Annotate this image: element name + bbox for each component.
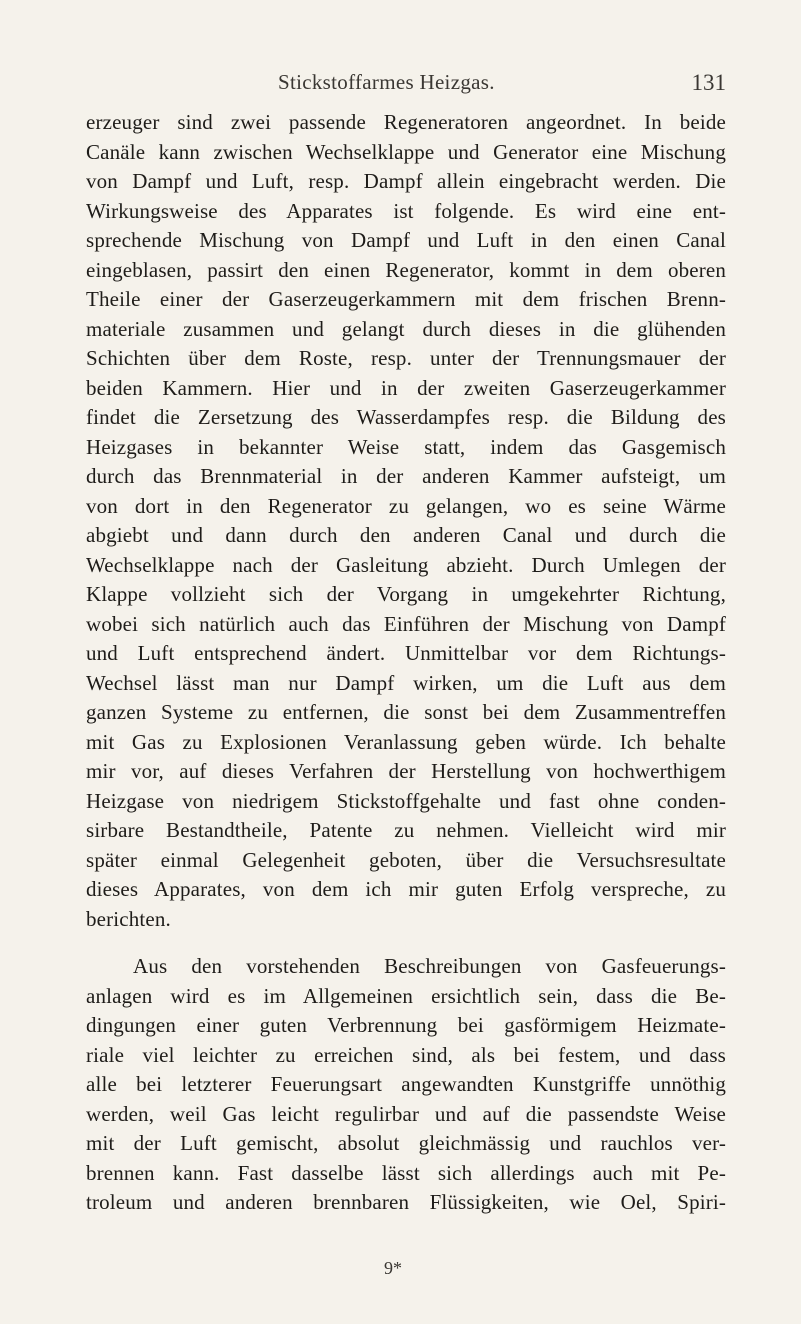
text-line: beiden Kammern. Hier und in der zweiten Gaserzeugerkammer <box>86 375 726 400</box>
text-line: später einmal Gelegenheit geboten, über die Versuchsresultate <box>86 847 726 872</box>
text-line: sprechende Mischung von Dampf und Luft in den einen Canal <box>86 228 726 252</box>
text-line: von Dampf und Luft, resp. Dampf allein eingebracht werden. Die <box>86 169 726 193</box>
text-line: materiale zusammen und gelangt durch dieses in die glühenden <box>86 316 726 341</box>
text-line: Heizgase von niedrigem Stickstoffgehalte und fast ohne conden- <box>86 788 726 813</box>
running-title: Stickstoffarmes Heizgas. <box>278 70 495 94</box>
text-line: von dort in den Regenerator zu gelangen, wo es seine Wärme <box>86 493 726 518</box>
page-number: 131 <box>691 70 726 95</box>
text-line: Klappe vollzieht sich der Vorgang in umgekehrter Richtung, <box>86 582 726 606</box>
paragraph-2 <box>86 952 726 1218</box>
text-line: wobei sich natürlich auch das Einführen der Mischung von Dampf <box>86 611 726 636</box>
paragraph-1 <box>86 108 726 934</box>
text-line: Wirkungsweise des Apparates ist folgende. Es wird eine ent- <box>86 198 726 223</box>
text-line: und Luft entsprechend ändert. Unmittelbar vor dem Richtungs- <box>86 641 726 665</box>
text-line: mit der Luft gemischt, absolut gleichmässig und rauchlos ver- <box>86 1131 726 1155</box>
text-line: mir vor, auf dieses Verfahren der Herstellung von hochwerthigem <box>86 759 726 783</box>
text-line: sirbare Bestandtheile, Patente zu nehmen. Vielleicht wird mir <box>86 818 726 842</box>
text-line: riale viel leichter zu erreichen sind, als bei festem, und dass <box>86 1042 726 1067</box>
text-line: dingungen einer guten Verbrennung bei gasförmigem Heizmate- <box>86 1013 726 1037</box>
text-line: erzeuger sind zwei passende Regeneratoren angeordnet. In beide <box>86 110 726 134</box>
text-line: anlagen wird es im Allgemeinen ersichtlich sein, dass die Be- <box>86 983 726 1008</box>
text-line: durch das Brennmaterial in der anderen Kammer aufsteigt, um <box>86 464 726 488</box>
text-line: werden, weil Gas leicht regulirbar und auf die passendste Weise <box>86 1101 726 1126</box>
text-line: alle bei letzterer Feuerungsart angewandten Kunstgriffe unnöthig <box>86 1072 726 1096</box>
text-line: Theile einer der Gaserzeugerkammern mit dem frischen Brenn- <box>86 287 726 311</box>
text-line: findet die Zersetzung des Wasserdampfes resp. die Bildung des <box>86 405 726 429</box>
text-line: troleum und anderen brennbaren Flüssigkeiten, wie Oel, Spiri- <box>86 1190 726 1214</box>
text-line: brennen kann. Fast dasselbe lässt sich allerdings auch mit Pe- <box>86 1160 726 1185</box>
paragraph-gap <box>86 934 726 952</box>
body-text <box>86 108 726 1218</box>
text-line: abgiebt und dann durch den anderen Canal und durch die <box>86 523 726 547</box>
text-line: mit Gas zu Explosionen Veranlassung geben würde. Ich behalte <box>86 729 726 754</box>
text-line: Aus den vorstehenden Beschreibungen von Gasfeuerungs- <box>133 954 726 978</box>
text-line: Wechsel lässt man nur Dampf wirken, um die Luft aus dem <box>86 670 726 695</box>
running-head <box>86 70 726 100</box>
text-line: ganzen Systeme zu entfernen, die sonst bei dem Zusammentreffen <box>86 700 726 724</box>
text-line: Canäle kann zwischen Wechselklappe und Generator eine Mischung <box>86 139 726 164</box>
text-line: Heizgases in bekannter Weise statt, indem das Gasgemisch <box>86 434 726 459</box>
text-line: dieses Apparates, von dem ich mir guten Erfolg verspreche, zu <box>86 877 726 901</box>
text-line: eingeblasen, passirt den einen Regenerator, kommt in dem oberen <box>86 257 726 282</box>
text-line: berichten. <box>86 906 171 931</box>
text-line: Schichten über dem Roste, resp. unter der Trennungsmauer der <box>86 346 726 370</box>
text-line: Wechselklappe nach der Gasleitung abzieht. Durch Umlegen der <box>86 552 726 577</box>
signature-mark: 9* <box>384 1258 402 1278</box>
